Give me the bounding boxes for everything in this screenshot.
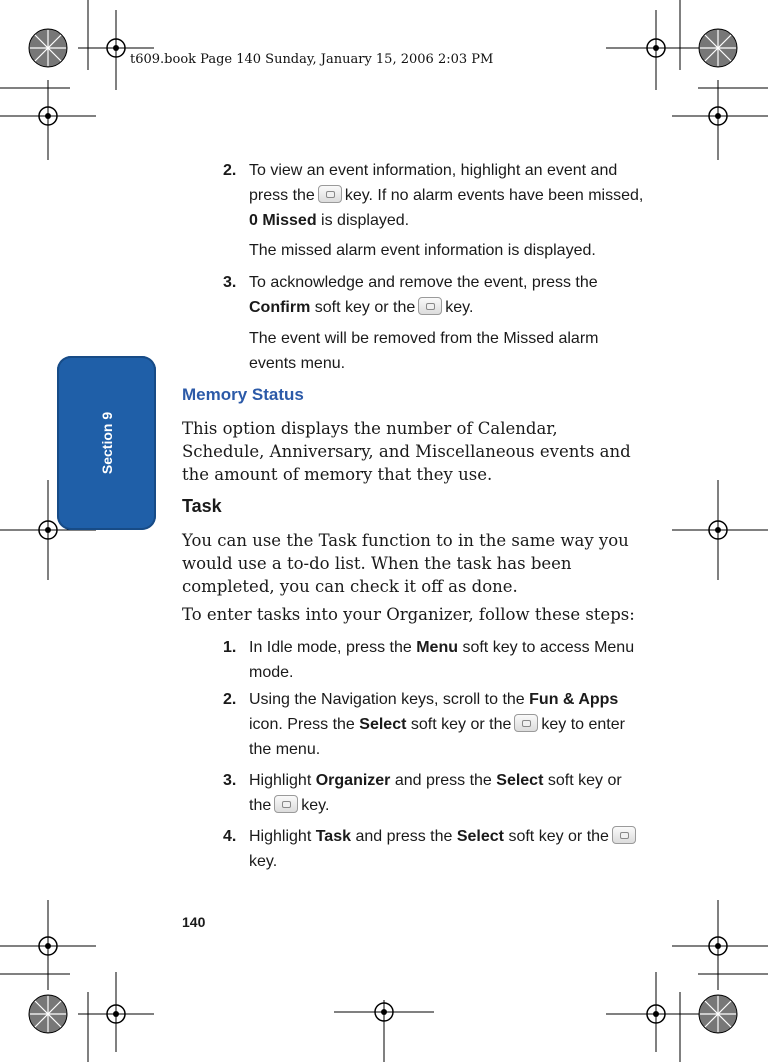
step-text: To acknowledge and remove the event, press the <box>249 274 598 291</box>
section-tab <box>57 356 156 530</box>
step-text: is displayed. <box>321 212 410 229</box>
step-top-2 <box>223 158 644 233</box>
task-step-3 <box>223 768 644 818</box>
print-header: t609.book Page 140 Sunday, January 15, 2006 2:03 PM <box>130 52 494 67</box>
step-bold: Menu <box>416 639 458 656</box>
step-text: and press the <box>355 828 453 845</box>
step-bold: Confirm <box>249 299 311 316</box>
task-step-2 <box>223 687 644 762</box>
step-bold: Fun & Apps <box>529 691 619 708</box>
note-missed-info: The missed alarm event information is displayed. <box>249 242 596 259</box>
step-text: In Idle mode, press the <box>249 639 412 656</box>
step-bold: 0 Missed <box>249 212 317 229</box>
task-step-4 <box>223 824 644 874</box>
step-number: 2. <box>223 691 237 708</box>
step-text: Highlight <box>249 828 312 845</box>
ok-key-icon <box>318 185 342 203</box>
step-text: soft key or the <box>249 772 622 814</box>
step-number: 3. <box>223 772 237 789</box>
step-top-3 <box>223 270 644 320</box>
step-text: soft key to access Menu mode. <box>249 639 635 681</box>
step-text: key. If no alarm events have been missed, <box>344 187 644 204</box>
step-text: key. <box>445 299 474 316</box>
step-number: 4. <box>223 828 237 845</box>
task-step-1 <box>223 635 644 685</box>
step-bold: Select <box>496 772 544 789</box>
step-bold: Organizer <box>315 772 391 789</box>
memory-status-heading: Memory Status <box>182 385 304 404</box>
step-number: 3. <box>223 274 237 291</box>
step-bold: Select <box>456 828 504 845</box>
ok-key-icon <box>274 795 298 813</box>
step-number: 2. <box>223 162 237 179</box>
ok-key-icon <box>418 297 442 315</box>
step-text: soft key or the <box>410 716 512 733</box>
step-text: Highlight <box>249 772 312 789</box>
step-text: To view an event information, highlight an event and press the <box>249 162 618 204</box>
step-bold: Select <box>359 716 407 733</box>
task-intro: To enter tasks into your Organizer, follow these steps: <box>182 605 635 624</box>
step-text: and press the <box>394 772 492 789</box>
task-body: You can use the Task function to in the same way you would use a to-do list. When the task has been completed, you can check it off as done. <box>182 531 629 596</box>
step-text: key. <box>249 853 278 870</box>
task-heading: Task <box>182 496 222 516</box>
step-text: key to enter the menu. <box>249 716 625 758</box>
step-text: soft key or the <box>508 828 609 845</box>
page-number: 140 <box>182 914 206 930</box>
section-tab-label: Section 9 <box>98 411 115 475</box>
note-event-removed: The event will be removed from the Missed alarm events menu. <box>249 330 599 372</box>
step-text: soft key or the <box>314 299 416 316</box>
ok-key-icon <box>612 826 636 844</box>
step-text: key. <box>301 797 330 814</box>
ok-key-icon <box>514 714 538 732</box>
memory-status-body: This option displays the number of Calendar, Schedule, Anniversary, and Miscellaneous events and the amount of memory that they use. <box>182 419 631 484</box>
step-number: 1. <box>223 639 237 656</box>
step-text: Using the Navigation keys, scroll to the <box>249 691 525 708</box>
step-text: icon. Press the <box>249 716 355 733</box>
step-bold: Task <box>315 828 351 845</box>
